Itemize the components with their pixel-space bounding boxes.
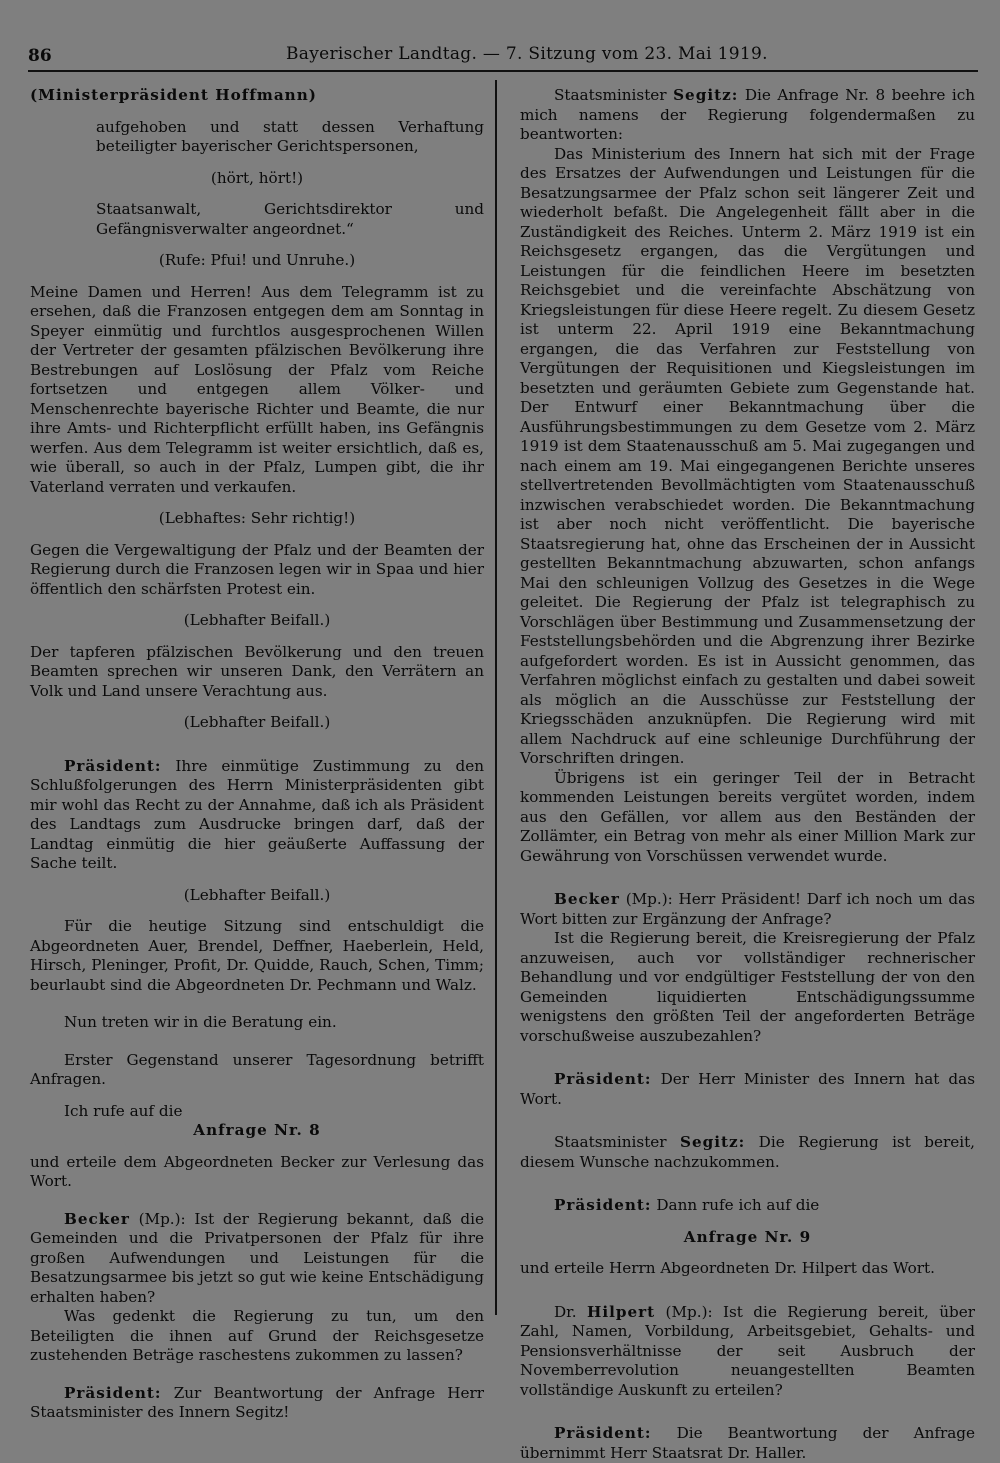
speaker-title: Staatsminister — [554, 86, 674, 104]
interjection: (Rufe: Pfui! und Unruhe.) — [158, 251, 356, 269]
paragraph: Ist die Regierung bereit, die Kreisregierung der Pfalz anzuweisen, auch vor vollständiger rechnerischer Behandlung und vor endgültiger Feststellung der von den Gemeinden liquidierten Entschädigungssumme wenigstens den größten Teil der angeforderten Beträge vorschußweise auszubezahlen? — [520, 929, 975, 1045]
speech-text: Dann rufe ich auf die — [651, 1196, 820, 1214]
speaker-name: Becker — [554, 890, 620, 908]
speech-paragraph — [520, 86, 975, 145]
paragraph: und erteile Herrn Abgeordneten Dr. Hilpert das Wort. — [520, 1259, 935, 1277]
paragraph: Nun treten wir in die Beratung ein. — [64, 1013, 337, 1031]
interjection: (Lebhafter Beifall.) — [183, 885, 331, 904]
interjection: (Lebhafter Beifall.) — [183, 713, 331, 731]
speaker-name: Präsident: — [64, 756, 162, 775]
paragraph: aufgehoben und statt dessen Verhaftung beteiligter bayerischer Gerichtspersonen, — [96, 117, 484, 155]
paragraph: Gegen die Vergewaltigung der Pfalz und der Beamten der Regierung durch die Franzosen legen wir in Spaa und hier öffentlich den schärfsten Protest ein. — [30, 540, 484, 598]
paragraph: Für die heutige Sitzung sind entschuldigt die Abgeordneten Auer, Brendel, Deffner, Haeberlein, Held, Hirsch, Pleninger, Profit, Dr. Quidde, Rauch, Schen, Timm; beurlaubt sind die Abgeordneten Dr. Pechmann und Walz. — [30, 917, 484, 994]
speech-text: Die Regierung ist bereit, diesem Wunsche nachzukommen. — [520, 1133, 975, 1171]
speech-paragraph — [520, 1424, 975, 1463]
speaker-title: Dr. — [554, 1302, 587, 1321]
speaker-name: Präsident: — [64, 1383, 162, 1402]
speech-text: Ihre einmütige Zustimmung zu den Schlußfolgerungen des Herrn Ministerpräsidenten gibt mir wohl das Recht zu der Annahme, daß ich als Präsident des Landtags zum Ausdrucke bringen darf, daß der Landtag einmütig die hier geäußerte Auffassung der Sache teilt. — [30, 756, 484, 872]
section-heading: Anfrage Nr. 9 — [683, 1227, 812, 1246]
header-title: Bayerischer Landtag. — 7. Sitzung vom 23. Mai 1919. — [286, 44, 768, 64]
column-divider — [495, 80, 497, 1315]
speech-paragraph — [520, 1303, 975, 1401]
paragraph: und erteile dem Abgeordneten Becker zur Verlesung das Wort. — [30, 1152, 484, 1190]
speech-text: Zur Beantwortung der Anfrage Herr Staatsminister des Innern Segitz! — [30, 1383, 484, 1421]
speech-text: Der Herr Minister des Innern hat das Wort. — [520, 1070, 975, 1108]
paragraph: Was gedenkt die Regierung zu tun, um den Beteiligten die ihnen auf Grund der Reichsgesetze zustehenden Beträge raschestens zukommen zu lassen? — [30, 1307, 484, 1364]
speaker-name: Präsident: — [554, 1070, 652, 1088]
section-heading: Anfrage Nr. 8 — [193, 1121, 321, 1139]
speech-text: Die Anfrage Nr. 8 beehre ich mich namens der Regierung folgendermaßen zu beantworten: — [520, 86, 975, 143]
speaker-name: Präsident: — [554, 1196, 652, 1214]
interjection: (hört, hört!) — [210, 168, 304, 187]
speech-paragraph — [520, 1133, 975, 1172]
speech-paragraph — [520, 1196, 975, 1216]
speech-paragraph — [30, 1384, 484, 1423]
speech-paragraph — [520, 890, 975, 929]
speaker-name: Becker — [64, 1209, 130, 1228]
speaker-name: Hilpert — [586, 1302, 656, 1321]
paragraph: Erster Gegenstand unserer Tagesordnung betrifft Anfragen. — [30, 1050, 484, 1088]
header-rule — [28, 70, 978, 72]
speaker-name: Segitz: — [679, 1133, 746, 1151]
paragraph: Das Ministerium des Innern hat sich mit der Frage des Ersatzes der Aufwendungen und Leistungen für die Besatzungsarmee der Pfalz schon seit längerer Zeit und wiederholt befaßt. Die Angelegenheit fällt aber in die Zuständigkeit des Reiches. Unterm 2. März 1919 ist ein Reichsgesetz ergangen, das die Vergütungen und Leistungen für die feindlichen Heere im besetzten Reichsgebiet und die vereinfachte Abschätzung von Kriegsleistungen für diese Heere regelt. Zu diesem Gesetz ist unterm 22. April 1919 eine Bekanntmachung ergangen, die das Verfahren zur Feststellung von Vergütungen der Requisitionen und Kiegsleistungen im besetzten und geräumten Gebiete zum Gegenstande hat. Der Entwurf einer Bekanntmachung über die Ausführungsbestimmungen zu dem Gesetze vom 2. März 1919 ist dem Staatenausschuß am 5. Mai zugegangen und nach einem am 19. Mai eingegangenen Berichte unseres stellvertretenden Bevollmächtigten vom Staatenausschuß inzwischen verabschiedet worden. Die Bekanntmachung ist aber noch nicht veröffentlicht. Die bayerische Staatsregierung hat, ohne das Erscheinen der in Aussicht gestellten Bekanntmachung abzuwarten, schon anfangs Mai den schleunigen Vollzug des Gesetzes in die Wege geleitet. Die Regierung der Pfalz ist telegraphisch zu Vorschlägen über Bestimmung und Zusammensetzung der Feststellungsbehörden und die Abgrenzung ihrer Bezirke aufgefordert worden. Es ist in Aussicht genommen, das Verfahren möglichst einfach zu gestalten und dabei soweit als möglich an die Ausschüsse zur Feststellung der Kriegsschäden anzuknüpfen. Die Regierung wird mit allem Nachdruck auf eine schleunige Durchführung der Vorschriften dringen. — [520, 144, 975, 767]
running-header — [28, 40, 978, 70]
speaker-name: Segitz: — [673, 86, 739, 104]
page-number: 86 — [28, 46, 52, 66]
speech-text: (Mp.): Ist die Regierung bereit, über Zahl, Namen, Vorbildung, Arbeitsgebiet, Gehalts- und Pensionsverhältnisse der seit Ausbruch der Novemberrevolution neuangestellten Beamten vollständige Auskunft zu erteilen? — [520, 1302, 975, 1399]
speech-paragraph — [30, 1210, 484, 1308]
paragraph: Der tapferen pfälzischen Bevölkerung und den treuen Beamten sprechen wir unseren Dank, den Verrätern an Volk und Land unsere Verachtung aus. — [30, 642, 484, 700]
interjection: (Lebhaftes: Sehr richtig!) — [158, 509, 356, 527]
paragraph: Ich rufe auf die — [64, 1101, 183, 1120]
speech-text: (Mp.): Ist der Regierung bekannt, daß die Gemeinden und die Privatpersonen der Pfalz für ihre großen Aufwendungen und Leistungen für die Besatzungsarmee bis jetzt so gut wie keine Entschädigung erhalten haben? — [30, 1209, 484, 1306]
paragraph: Übrigens ist ein geringer Teil der in Betracht kommenden Leistungen bereits vergütet worden, indem aus den Gefällen, vor allem aus den Beständen der Zollämter, ein Betrag von mehr als einer Million Mark zur Gewährung von Vorschüssen verwendet wurde. — [520, 768, 975, 865]
speaker-reference: (Ministerpräsident Hoffmann) — [30, 86, 317, 104]
paragraph: Staatsanwalt, Gerichtsdirektor und Gefängnisverwalter angeordnet.“ — [96, 200, 484, 238]
interjection: (Lebhafter Beifall.) — [183, 611, 331, 629]
left-column — [30, 86, 484, 1423]
speech-paragraph — [520, 1070, 975, 1109]
speech-text: (Mp.): Herr Präsident! Darf ich noch um das Wort bitten zur Ergänzung der Anfrage? — [520, 890, 975, 928]
speaker-title: Staatsminister — [554, 1133, 680, 1151]
paragraph: Meine Damen und Herren! Aus dem Telegramm ist zu ersehen, daß die Franzosen entgegen dem am Sonntag in Speyer einmütig und furchtlos ausgesprochenen Willen der Vertreter der gesamten pfälzischen Bevölkerung ihre Bestrebungen auf Loslösung der Pfalz vom Reiche fortsetzen und entgegen allem Völker- und Menschenrechte bayerische Richter und Beamte, die nur ihre Amts- und Richterpflicht erfüllt haben, ins Gefängnis werfen. Aus dem Telegramm ist weiter ersichtlich, daß es, wie überall, so auch in der Pfalz, Lumpen gibt, die ihr Vaterland verraten und verkaufen. — [30, 282, 484, 496]
right-column — [520, 86, 975, 1463]
speaker-name: Präsident: — [554, 1424, 652, 1442]
speech-text: Die Beantwortung der Anfrage übernimmt Herr Staatsrat Dr. Haller. — [520, 1424, 975, 1462]
speech-paragraph — [30, 757, 484, 874]
